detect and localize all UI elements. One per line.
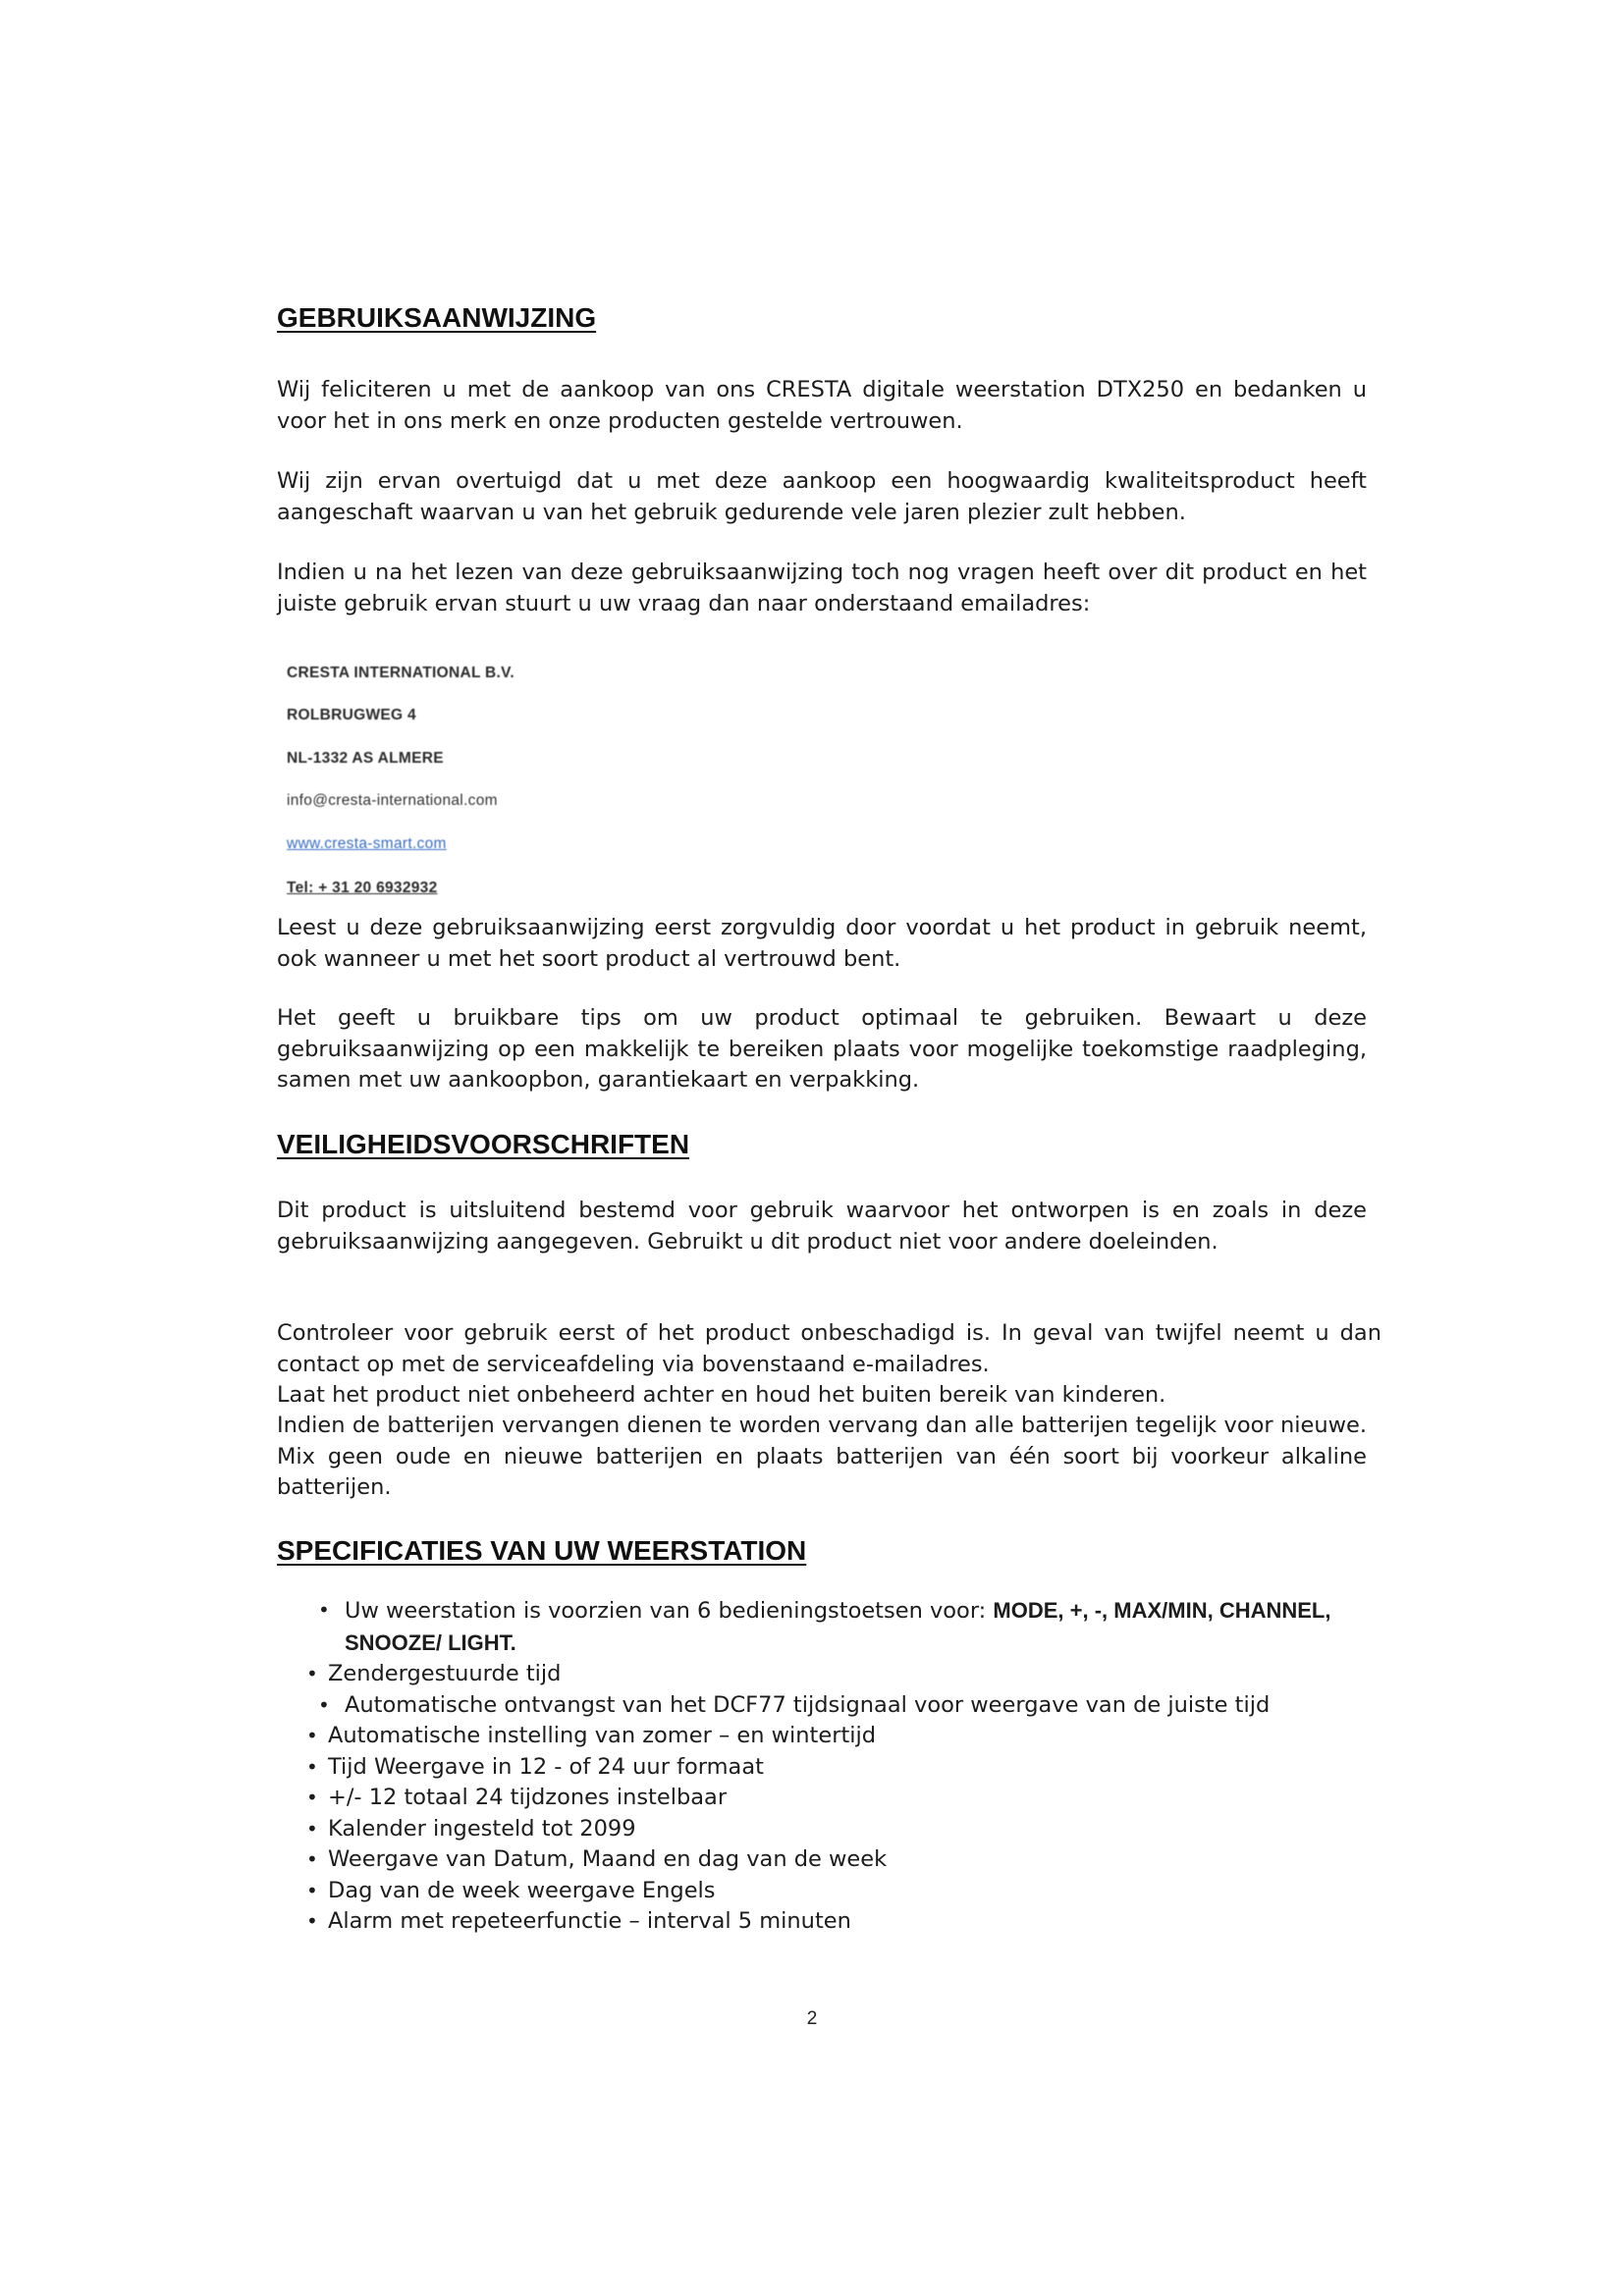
bullet-icon: • <box>306 1816 318 1841</box>
intro-paragraph-1 <box>277 375 1367 437</box>
tips-paragraph <box>277 1003 1367 1096</box>
specs-bullet-list <box>277 1595 1367 1659</box>
bullet-icon: • <box>318 1692 330 1717</box>
list-item <box>277 1659 1367 1690</box>
list-item-text: Kalender ingesteld tot 2099 <box>328 1815 636 1842</box>
list-item <box>277 1752 1367 1784</box>
list-item <box>277 1690 1367 1722</box>
bullet-icon: • <box>306 1786 318 1809</box>
list-item-text: Weergave van Datum, Maand en dag van de week <box>328 1846 888 1872</box>
address-website-link[interactable]: www.cresta-smart.com <box>287 835 447 852</box>
bullet-icon: • <box>306 1878 318 1902</box>
intro-paragraph-text: Wij zijn ervan overtuigd dat u met deze aankoop een hoogwaardig kwaliteitsproduct heeft aangeschaft waarvan u van het gebruik gedurende vele jaren plezier zult hebben. <box>277 468 1367 525</box>
address-city: NL-1332 AS ALMERE <box>287 750 444 767</box>
read-first-paragraph <box>277 913 1367 975</box>
list-item-text: Uw weerstation is voorzien van 6 bedieningstoetsen voor: <box>345 1598 994 1624</box>
list-item-text: Dag van de week weergave Engels <box>328 1877 716 1903</box>
bullet-icon: • <box>318 1598 330 1622</box>
address-company: CRESTA INTERNATIONAL B.V. <box>287 665 514 681</box>
list-item <box>277 1906 1367 1938</box>
bullet-icon: • <box>306 1909 318 1933</box>
intro-paragraph-text: Wij feliciteren u met de aankoop van ons CRESTA digitale weerstation DTX250 en bedanken u voor het in ons merk en onze producten gestelde vertrouwen. <box>277 377 1367 434</box>
list-item-text: Tijd Weergave in 12 - of 24 uur formaat <box>328 1753 764 1780</box>
list-item <box>277 1783 1367 1814</box>
bullet-icon: • <box>306 1662 318 1685</box>
list-item-text: Alarm met repeteerfunctie – interval 5 minuten <box>328 1908 851 1934</box>
safety-heading-block <box>277 1129 1367 1160</box>
list-item <box>277 1844 1367 1876</box>
list-item-buttons-bold: MODE, +, -, MAX/MIN, CHANNEL, SNOOZE/ LIGHT. <box>345 1598 1331 1655</box>
address-street: ROLBRUGWEG 4 <box>287 707 416 723</box>
intro-paragraph-3 <box>277 558 1367 619</box>
specs-heading: SPECIFICATIES VAN UW WEERSTATION <box>277 1535 807 1566</box>
safety-heading: VEILIGHEIDSVOORSCHRIFTEN <box>277 1129 690 1159</box>
list-item-text: Automatische instelling van zomer – en wintertijd <box>328 1723 877 1748</box>
intro-heading-block <box>277 302 1367 334</box>
safety-text: Dit product is uitsluitend bestemd voor gebruik waarvoor het ontworpen is en zoals in deze gebruiksaanwijzing aangegeven. Gebruikt u dit product niet voor andere doeleinden. <box>277 1198 1367 1255</box>
page-number: 2 <box>806 2008 818 2029</box>
specs-bullet-list-rest <box>277 1659 1367 1938</box>
list-item-text: Automatische ontvangst van het DCF77 tijdsignaal voor weergave van de juiste tijd <box>345 1691 1271 1718</box>
safety-paragraph-2 <box>277 1318 1381 1380</box>
tips-text: Het geeft u bruikbare tips om uw product optimaal te gebruiken. Bewaart u deze gebruiksaanwijzing op een makkelijk te bereiken plaats voor mogelijke toekomstige raadpleging, samen met uw aankoopbon, garantiekaart en verpakking. <box>277 1005 1367 1093</box>
safety-text: Controleer voor gebruik eerst of het product onbeschadigd is. In geval van twijfel neemt u dan contact op met de serviceafdeling via bovenstaand e-mailadres. <box>277 1320 1381 1377</box>
address-phone: Tel: + 31 20 6932932 <box>287 880 438 896</box>
safety-paragraph-4 <box>277 1411 1367 1504</box>
list-item <box>277 1876 1367 1907</box>
specs-list <box>277 1595 1367 1938</box>
list-item <box>277 1721 1367 1752</box>
safety-paragraph-1 <box>277 1196 1367 1257</box>
safety-text: Indien de batterijen vervangen dienen te worden vervang dan alle batterijen tegelijk voor nieuwe. Mix geen oude en nieuwe batterijen en plaats batterijen van één soort bij voorkeur alkaline batterijen. <box>277 1413 1367 1500</box>
list-item-text: Zendergestuurde tijd <box>328 1661 562 1686</box>
read-first-text: Leest u deze gebruiksaanwijzing eerst zorgvuldig door voordat u het product in gebruik neemt, ook wanneer u met het soort product al vertrouwd bent. <box>277 915 1367 972</box>
bullet-icon: • <box>306 1754 318 1779</box>
intro-paragraph-2 <box>277 466 1367 528</box>
intro-heading: GEBRUIKSAANWIJZING <box>277 302 597 333</box>
safety-text: Laat het product niet onbeheerd achter en houd het buiten bereik van kinderen. <box>277 1382 1166 1408</box>
list-item-text: +/- 12 totaal 24 tijdzones instelbaar <box>328 1785 728 1810</box>
safety-paragraph-3 <box>277 1380 1367 1412</box>
address-email: info@cresta-international.com <box>287 792 498 809</box>
bullet-icon: • <box>306 1724 318 1747</box>
bullet-icon: • <box>306 1847 318 1871</box>
specs-heading-block <box>277 1535 1367 1567</box>
list-item <box>277 1814 1367 1845</box>
intro-paragraph-text: Indien u na het lezen van deze gebruiksaanwijzing toch nog vragen heeft over dit product en het juiste gebruik ervan stuurt u uw vraag dan naar onderstaand emailadres: <box>277 560 1367 616</box>
list-item <box>277 1595 1367 1659</box>
